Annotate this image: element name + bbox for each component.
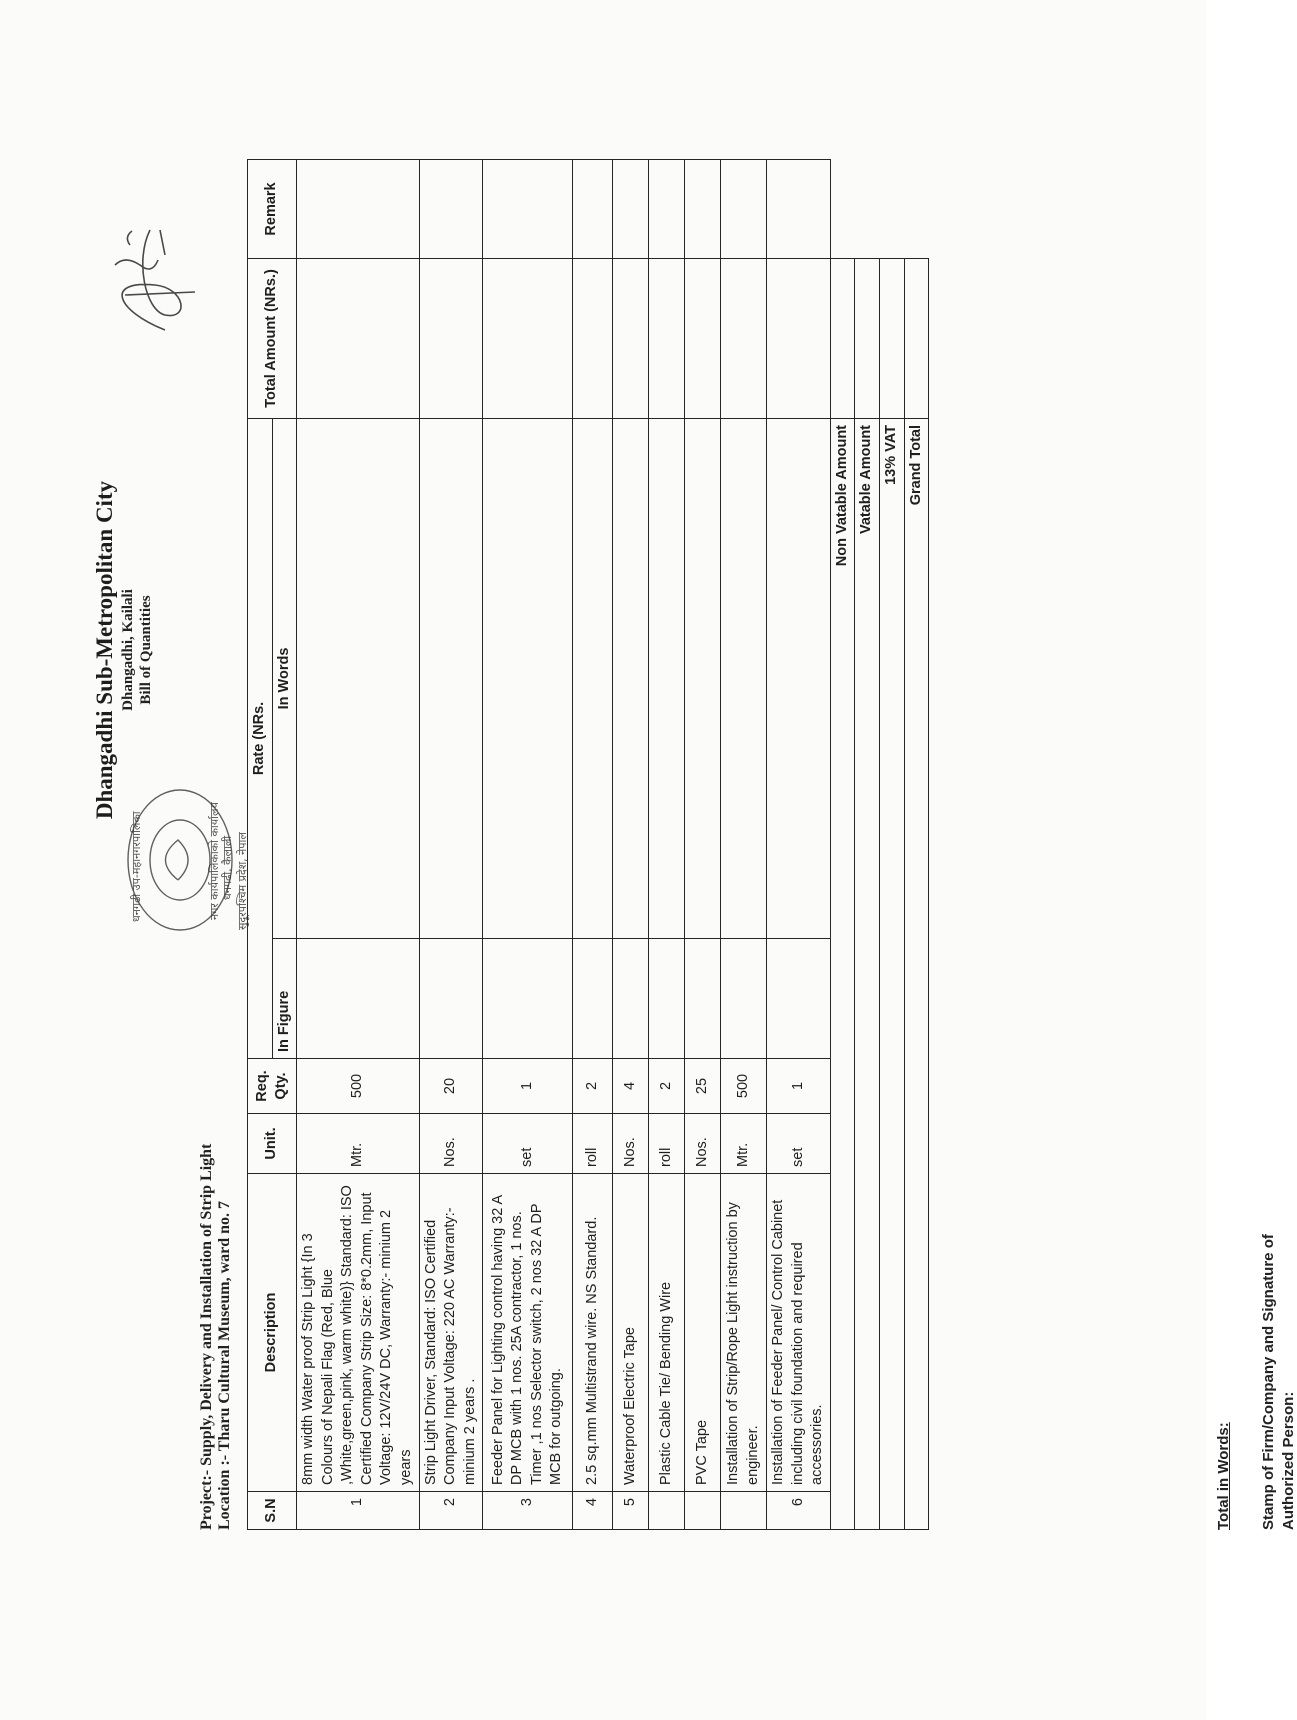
table-row bbox=[573, 159, 613, 1529]
table-row bbox=[649, 159, 685, 1529]
row-qty: 2 bbox=[649, 1059, 685, 1114]
header-in-words: In Words bbox=[272, 418, 297, 938]
vat-value bbox=[880, 258, 905, 418]
row-remark bbox=[297, 159, 419, 258]
row-unit: Mtr. bbox=[721, 1114, 767, 1174]
row-rate-words bbox=[419, 418, 483, 938]
row-rate-words bbox=[649, 418, 685, 938]
row-unit: Mtr. bbox=[297, 1114, 419, 1174]
blank-cell bbox=[880, 159, 905, 258]
handwritten-signature bbox=[95, 210, 205, 340]
grand-total-value bbox=[904, 258, 929, 418]
table-row bbox=[483, 159, 573, 1529]
project-title: Project:- Supply, Delivery and Installation of Strip Light bbox=[198, 1143, 215, 1530]
header-description: Description bbox=[248, 1174, 297, 1492]
row-remark bbox=[685, 159, 721, 258]
row-total bbox=[721, 258, 767, 418]
table-header-row bbox=[248, 159, 273, 1529]
row-total bbox=[767, 258, 831, 418]
summary-row-non-vatable bbox=[830, 159, 855, 1529]
header-qty bbox=[248, 1059, 297, 1114]
row-unit: set bbox=[767, 1114, 831, 1174]
summary-row-grand-total bbox=[904, 159, 929, 1529]
header-rate: Rate (NRs. bbox=[248, 418, 273, 1058]
row-total bbox=[573, 258, 613, 418]
table-row bbox=[685, 159, 721, 1529]
row-rate-figure bbox=[721, 939, 767, 1059]
row-rate-words bbox=[767, 418, 831, 938]
project-location: Location :- Tharu Cultural Museum, ward no. 7 bbox=[216, 1200, 233, 1530]
row-sn bbox=[685, 1492, 721, 1530]
row-qty: 2 bbox=[573, 1059, 613, 1114]
row-sn: 6 bbox=[767, 1492, 831, 1530]
row-sn bbox=[649, 1492, 685, 1530]
non-vatable-label: Non Vatable Amount bbox=[830, 418, 855, 1529]
row-rate-figure bbox=[483, 939, 573, 1059]
blank-cell bbox=[855, 159, 880, 258]
header-total-amount: Total Amount (NRs.) bbox=[248, 258, 297, 418]
total-in-words-label: Total in Words: bbox=[1215, 1422, 1232, 1530]
row-rate-figure bbox=[613, 939, 649, 1059]
header-remark: Remark bbox=[248, 159, 297, 258]
row-description: 2.5 sq.mm Multistrand wire. NS Standard. bbox=[573, 1174, 613, 1492]
row-sn bbox=[721, 1492, 767, 1530]
row-rate-words bbox=[721, 418, 767, 938]
header-sn: S.N bbox=[248, 1492, 297, 1530]
table-row bbox=[721, 159, 767, 1529]
row-rate-figure bbox=[685, 939, 721, 1059]
non-vatable-value bbox=[830, 258, 855, 418]
row-rate-words bbox=[297, 418, 419, 938]
row-rate-words bbox=[685, 418, 721, 938]
row-sn: 1 bbox=[297, 1492, 419, 1530]
header-qty-top: Req. bbox=[253, 1070, 270, 1102]
row-rate-figure bbox=[573, 939, 613, 1059]
row-description: PVC Tape bbox=[685, 1174, 721, 1492]
blank-cell bbox=[904, 159, 929, 258]
row-qty: 4 bbox=[613, 1059, 649, 1114]
row-qty: 500 bbox=[297, 1059, 419, 1114]
row-total bbox=[419, 258, 483, 418]
table-row bbox=[419, 159, 483, 1529]
row-unit: Nos. bbox=[613, 1114, 649, 1174]
row-total bbox=[649, 258, 685, 418]
city-location: Dhangadhi, Kailali bbox=[120, 589, 136, 711]
table-row bbox=[767, 159, 831, 1529]
svg-text:सुदूरपश्चिम प्रदेश, नेपाल: सुदूरपश्चिम प्रदेश, नेपाल bbox=[236, 832, 249, 930]
row-sn: 2 bbox=[419, 1492, 483, 1530]
table-row bbox=[297, 159, 419, 1529]
bill-of-quantities-table bbox=[247, 159, 929, 1530]
row-sn: 4 bbox=[573, 1492, 613, 1530]
blank-cell bbox=[830, 159, 855, 258]
row-unit: roll bbox=[649, 1114, 685, 1174]
row-description: 8mm width Water proof Strip Light {In 3 Colours of Nepali Flag (Red, Blue ,White,green,pink, warm white)} Standard: ISO Certified Company Strip Size: 8*0.2mm, Input Voltage: 12V/24V DC, Warranty:- minium 2 years bbox=[297, 1174, 419, 1492]
row-qty: 1 bbox=[767, 1059, 831, 1114]
row-sn: 3 bbox=[483, 1492, 573, 1530]
row-rate-figure bbox=[419, 939, 483, 1059]
row-unit: roll bbox=[573, 1114, 613, 1174]
row-description: Feeder Panel for Lighting control having 32 A DP MCB with 1 nos. 25A contractor, 1 nos. Timer ,1 nos Selector switch, 2 nos 32 A DP MCB for outgoing. bbox=[483, 1174, 573, 1492]
row-remark bbox=[721, 159, 767, 258]
row-description: Strip Light Driver, Standard: ISO Certified Company Input Voltage: 220 AC Warranty:- minium 2 years . bbox=[419, 1174, 483, 1492]
row-rate-words bbox=[483, 418, 573, 938]
row-remark bbox=[573, 159, 613, 258]
row-description: Waterproof Electric Tape bbox=[613, 1174, 649, 1492]
row-qty: 500 bbox=[721, 1059, 767, 1114]
svg-text:धनगढी, कैलाली: धनगढी, कैलाली bbox=[221, 835, 234, 900]
summary-row-vatable bbox=[855, 159, 880, 1529]
row-rate-figure bbox=[649, 939, 685, 1059]
svg-text:नगर कार्यपालिकाको कार्यालय: नगर कार्यपालिकाको कार्यालय bbox=[208, 802, 221, 920]
vatable-value bbox=[855, 258, 880, 418]
row-qty: 20 bbox=[419, 1059, 483, 1114]
row-unit: Nos. bbox=[419, 1114, 483, 1174]
row-description: Installation of Strip/Rope Light instruction by engineer. bbox=[721, 1174, 767, 1492]
row-remark bbox=[483, 159, 573, 258]
summary-row-vat bbox=[880, 159, 905, 1529]
city-title: Dhangadhi Sub-Metropolitan City bbox=[92, 480, 117, 820]
row-remark bbox=[613, 159, 649, 258]
row-total bbox=[613, 258, 649, 418]
row-total bbox=[297, 258, 419, 418]
row-rate-words bbox=[613, 418, 649, 938]
row-total bbox=[685, 258, 721, 418]
row-unit: set bbox=[483, 1114, 573, 1174]
row-rate-words bbox=[573, 418, 613, 938]
vat-label: 13% VAT bbox=[880, 418, 905, 1529]
row-remark bbox=[649, 159, 685, 258]
row-unit: Nos. bbox=[685, 1114, 721, 1174]
row-description: Plastic Cable Tie/ Bending Wire bbox=[649, 1174, 685, 1492]
header-in-figure: In Figure bbox=[272, 939, 297, 1059]
vatable-label: Vatable Amount bbox=[855, 418, 880, 1529]
row-remark bbox=[767, 159, 831, 258]
row-total bbox=[483, 258, 573, 418]
header-unit: Unit. bbox=[248, 1114, 297, 1174]
row-qty: 1 bbox=[483, 1059, 573, 1114]
svg-text:धनगढी उप-महानगरपालिका: धनगढी उप-महानगरपालिका bbox=[130, 811, 143, 922]
row-description: Installation of Feeder Panel/ Control Cabinet including civil foundation and required accessories. bbox=[767, 1174, 831, 1492]
table-row bbox=[613, 159, 649, 1529]
row-sn: 5 bbox=[613, 1492, 649, 1530]
grand-total-label: Grand Total bbox=[904, 418, 929, 1529]
row-rate-figure bbox=[767, 939, 831, 1059]
row-qty: 25 bbox=[685, 1059, 721, 1114]
header-qty-bottom: Qty. bbox=[273, 1072, 290, 1100]
document-type: Bill of Quantities bbox=[138, 595, 154, 705]
row-rate-figure bbox=[297, 939, 419, 1059]
stamp-signature-line-1: Stamp of Firm/Company and Signature of bbox=[1260, 1234, 1277, 1530]
row-remark bbox=[419, 159, 483, 258]
municipal-seal-stamp bbox=[118, 760, 258, 960]
stamp-signature-line-2: Authorized Person: bbox=[1280, 1391, 1297, 1530]
